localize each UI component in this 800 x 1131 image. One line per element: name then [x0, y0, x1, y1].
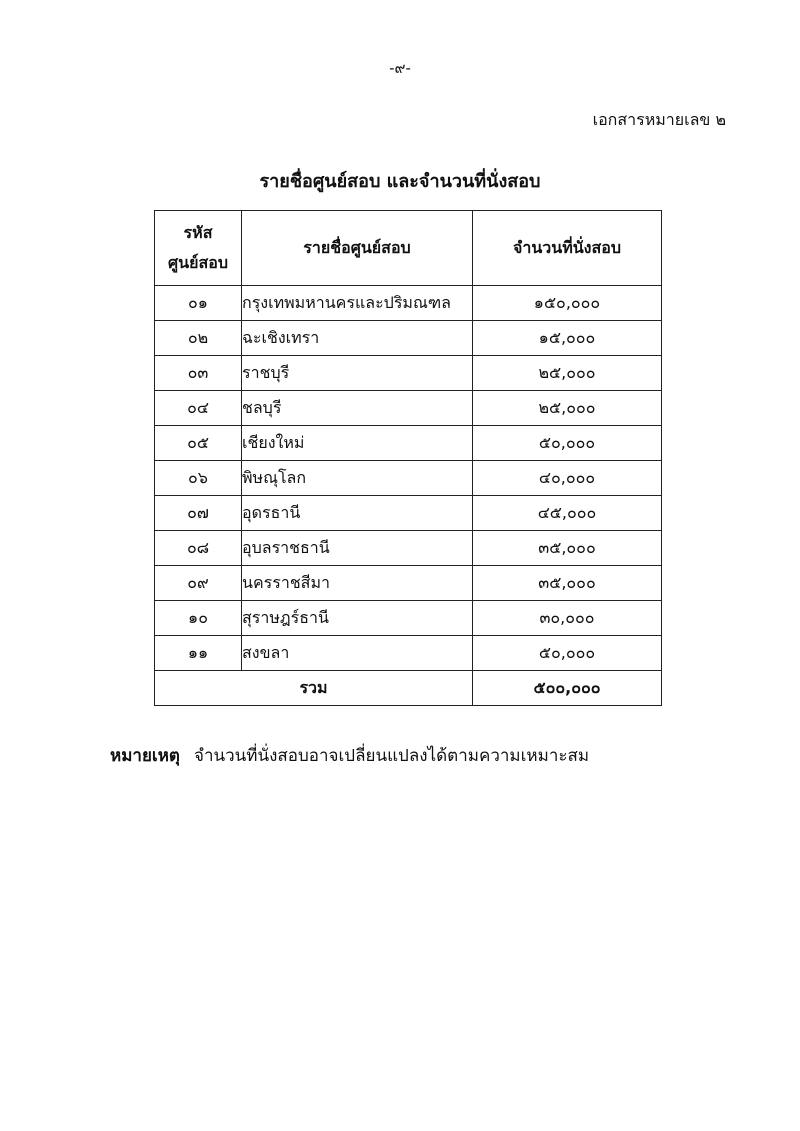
- page-number: -๙-: [389, 59, 411, 77]
- note-label: หมายเหตุ: [110, 746, 180, 766]
- row-name: พิษณุโลก: [242, 461, 473, 496]
- table-row: [155, 391, 662, 426]
- note-text: จำนวนที่นั่งสอบอาจเปลี่ยนแปลงได้ตามความเหมาะสม: [193, 746, 590, 766]
- row-code: ๐๙: [155, 566, 242, 601]
- table-row: [155, 321, 662, 356]
- note: [110, 742, 589, 769]
- table-row: [155, 356, 662, 391]
- row-seats: ๑๕,๐๐๐: [473, 321, 662, 356]
- total-seats: ๕๐๐,๐๐๐: [473, 671, 662, 706]
- total-label: รวม: [155, 671, 473, 706]
- row-name: เชียงใหม่: [242, 426, 473, 461]
- row-seats: ๓๕,๐๐๐: [473, 566, 662, 601]
- row-code: ๐๗: [155, 496, 242, 531]
- table-total-row: [155, 671, 662, 706]
- table-header-row: [155, 211, 662, 286]
- row-code: ๐๕: [155, 426, 242, 461]
- row-code: ๑๑: [155, 636, 242, 671]
- row-name: ชลบุรี: [242, 391, 473, 426]
- row-code: ๐๔: [155, 391, 242, 426]
- row-seats: ๒๕,๐๐๐: [473, 356, 662, 391]
- row-name: อุบลราชธานี: [242, 531, 473, 566]
- exam-centers-table: [154, 210, 662, 706]
- header-code: [155, 211, 242, 286]
- table-row: [155, 566, 662, 601]
- row-seats: ๒๕,๐๐๐: [473, 391, 662, 426]
- row-code: ๐๓: [155, 356, 242, 391]
- document-title: รายชื่อศูนย์สอบ และจำนวนที่นั่งสอบ: [259, 171, 541, 192]
- table-row: [155, 286, 662, 321]
- document-reference: เอกสารหมายเลข ๒: [592, 110, 726, 129]
- header-name: รายชื่อศูนย์สอบ: [242, 211, 473, 286]
- row-seats: ๔๐,๐๐๐: [473, 461, 662, 496]
- header-code-line1: รหัส: [183, 223, 213, 242]
- row-seats: ๓๐,๐๐๐: [473, 601, 662, 636]
- row-seats: ๓๕,๐๐๐: [473, 531, 662, 566]
- row-name: สงขลา: [242, 636, 473, 671]
- row-name: นครราชสีมา: [242, 566, 473, 601]
- row-name: ฉะเชิงเทรา: [242, 321, 473, 356]
- header-seats: จำนวนที่นั่งสอบ: [473, 211, 662, 286]
- table-row: [155, 601, 662, 636]
- row-name: กรุงเทพมหานครและปริมณฑล: [242, 286, 473, 321]
- row-code: ๐๑: [155, 286, 242, 321]
- row-code: ๐๘: [155, 531, 242, 566]
- row-name: อุดรธานี: [242, 496, 473, 531]
- row-name: ราชบุรี: [242, 356, 473, 391]
- table-row: [155, 426, 662, 461]
- table-row: [155, 636, 662, 671]
- row-code: ๐๒: [155, 321, 242, 356]
- row-name: สุราษฎร์ธานี: [242, 601, 473, 636]
- header-code-line2: ศูนย์สอบ: [168, 253, 228, 272]
- row-seats: ๑๕๐,๐๐๐: [473, 286, 662, 321]
- row-seats: ๕๐,๐๐๐: [473, 636, 662, 671]
- table-row: [155, 531, 662, 566]
- row-code: ๑๐: [155, 601, 242, 636]
- row-seats: ๕๐,๐๐๐: [473, 426, 662, 461]
- table-row: [155, 496, 662, 531]
- row-code: ๐๖: [155, 461, 242, 496]
- row-seats: ๔๕,๐๐๐: [473, 496, 662, 531]
- table-row: [155, 461, 662, 496]
